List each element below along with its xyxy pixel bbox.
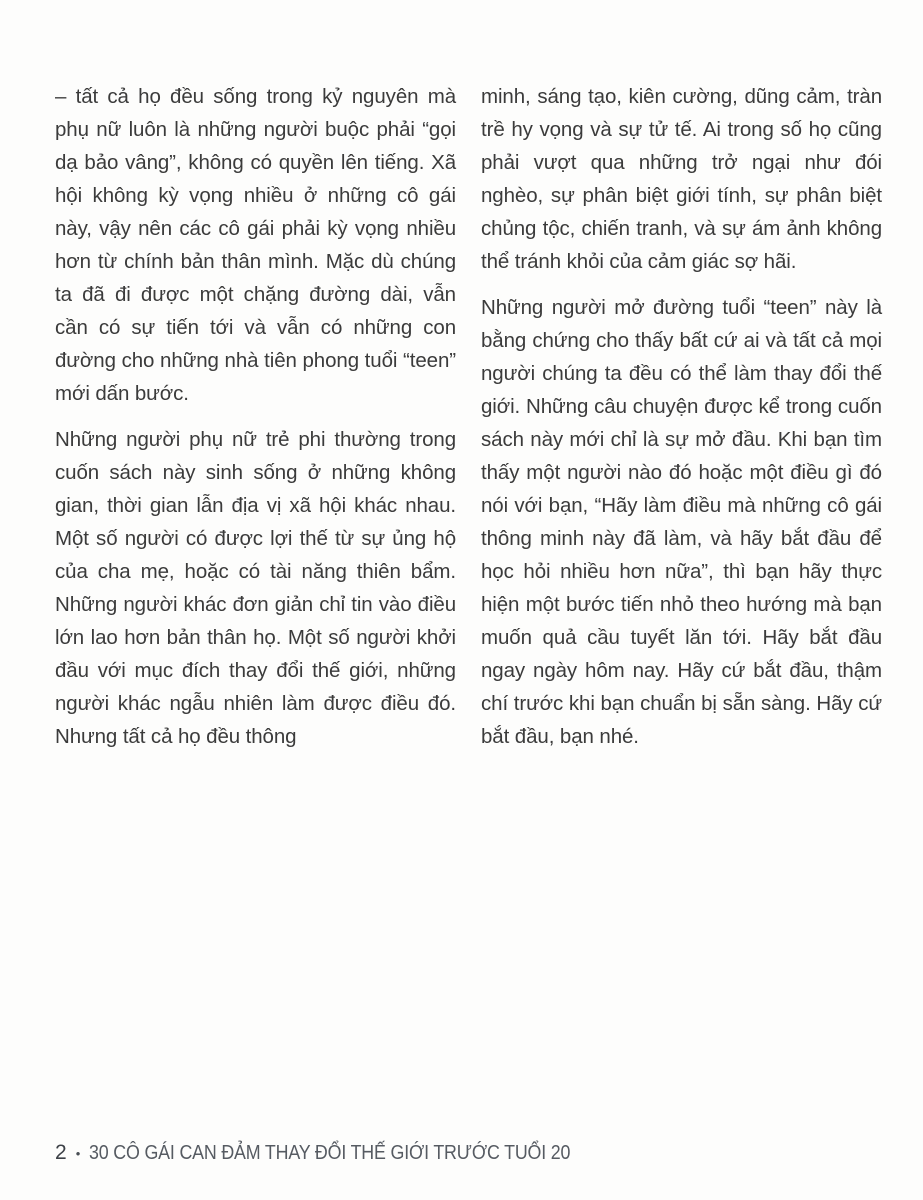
body-paragraph: Những người phụ nữ trẻ phi thường trong cuốn sách này sinh sống ở những không gian, thời gian lẫn địa vị xã hội khác nhau. Một số người có được lợi thế từ sự ủng hộ của cha mẹ, hoặc có tài năng thiên bẩm. Những người khác đơn giản chỉ tin vào điều lớn lao hơn bản thân họ. Một số người khởi đầu với mục đích thay đổi thế giới, những người khác ngẫu nhiên làm được điều đó. Nhưng tất cả họ đều thông — [55, 428, 456, 748]
footer-separator: • — [75, 1145, 81, 1161]
page-number: 2 — [55, 1141, 67, 1164]
body-paragraph: minh, sáng tạo, kiên cường, dũng cảm, tràn trề hy vọng và sự tử tế. Ai trong số họ cũng phải vượt qua những trở ngại như đói nghèo, sự phân biệt giới tính, sự phân biệt chủng tộc, chiến tranh, và sự ám ảnh không thể tránh khỏi của cảm giác sợ hãi. — [481, 85, 882, 273]
running-title: 30 CÔ GÁI CAN ĐẢM THAY ĐỔI THẾ GIỚI TRƯỚC TUỔI 20 — [89, 1141, 571, 1164]
body-paragraph: – tất cả họ đều sống trong kỷ nguyên mà phụ nữ luôn là những người buộc phải “gọi dạ bảo vâng”, không có quyền lên tiếng. Xã hội không kỳ vọng nhiều ở những cô gái này, vậy nên các cô gái phải kỳ vọng nhiều hơn từ chính bản thân mình. Mặc dù chúng ta đã đi được một chặng đường dài, vẫn cần có sự tiến tới và vẫn có những con đường cho những nhà tiên phong tuổi “teen” mới dấn bước. — [55, 85, 456, 405]
page-footer — [55, 1141, 642, 1165]
page-body — [55, 80, 882, 766]
text-column-left — [55, 80, 456, 766]
text-column-right — [481, 80, 882, 766]
body-paragraph: Những người mở đường tuổi “teen” này là bằng chứng cho thấy bất cứ ai và tất cả mọi người chúng ta đều có thể làm thay đổi thế giới. Những câu chuyện được kể trong cuốn sách này mới chỉ là sự mở đầu. Khi bạn tìm thấy một người nào đó hoặc một điều gì đó nói với bạn, “Hãy làm điều mà những cô gái thông minh này đã làm, và hãy bắt đầu để học hỏi nhiều hơn nữa”, thì bạn hãy thực hiện một bước tiến nhỏ theo hướng mà bạn muốn quả cầu tuyết lăn tới. Hãy bắt đầu ngay ngày hôm nay. Hãy cứ bắt đầu, thậm chí trước khi bạn chuẩn bị sẵn sàng. Hãy cứ bắt đầu, bạn nhé. — [481, 296, 882, 748]
